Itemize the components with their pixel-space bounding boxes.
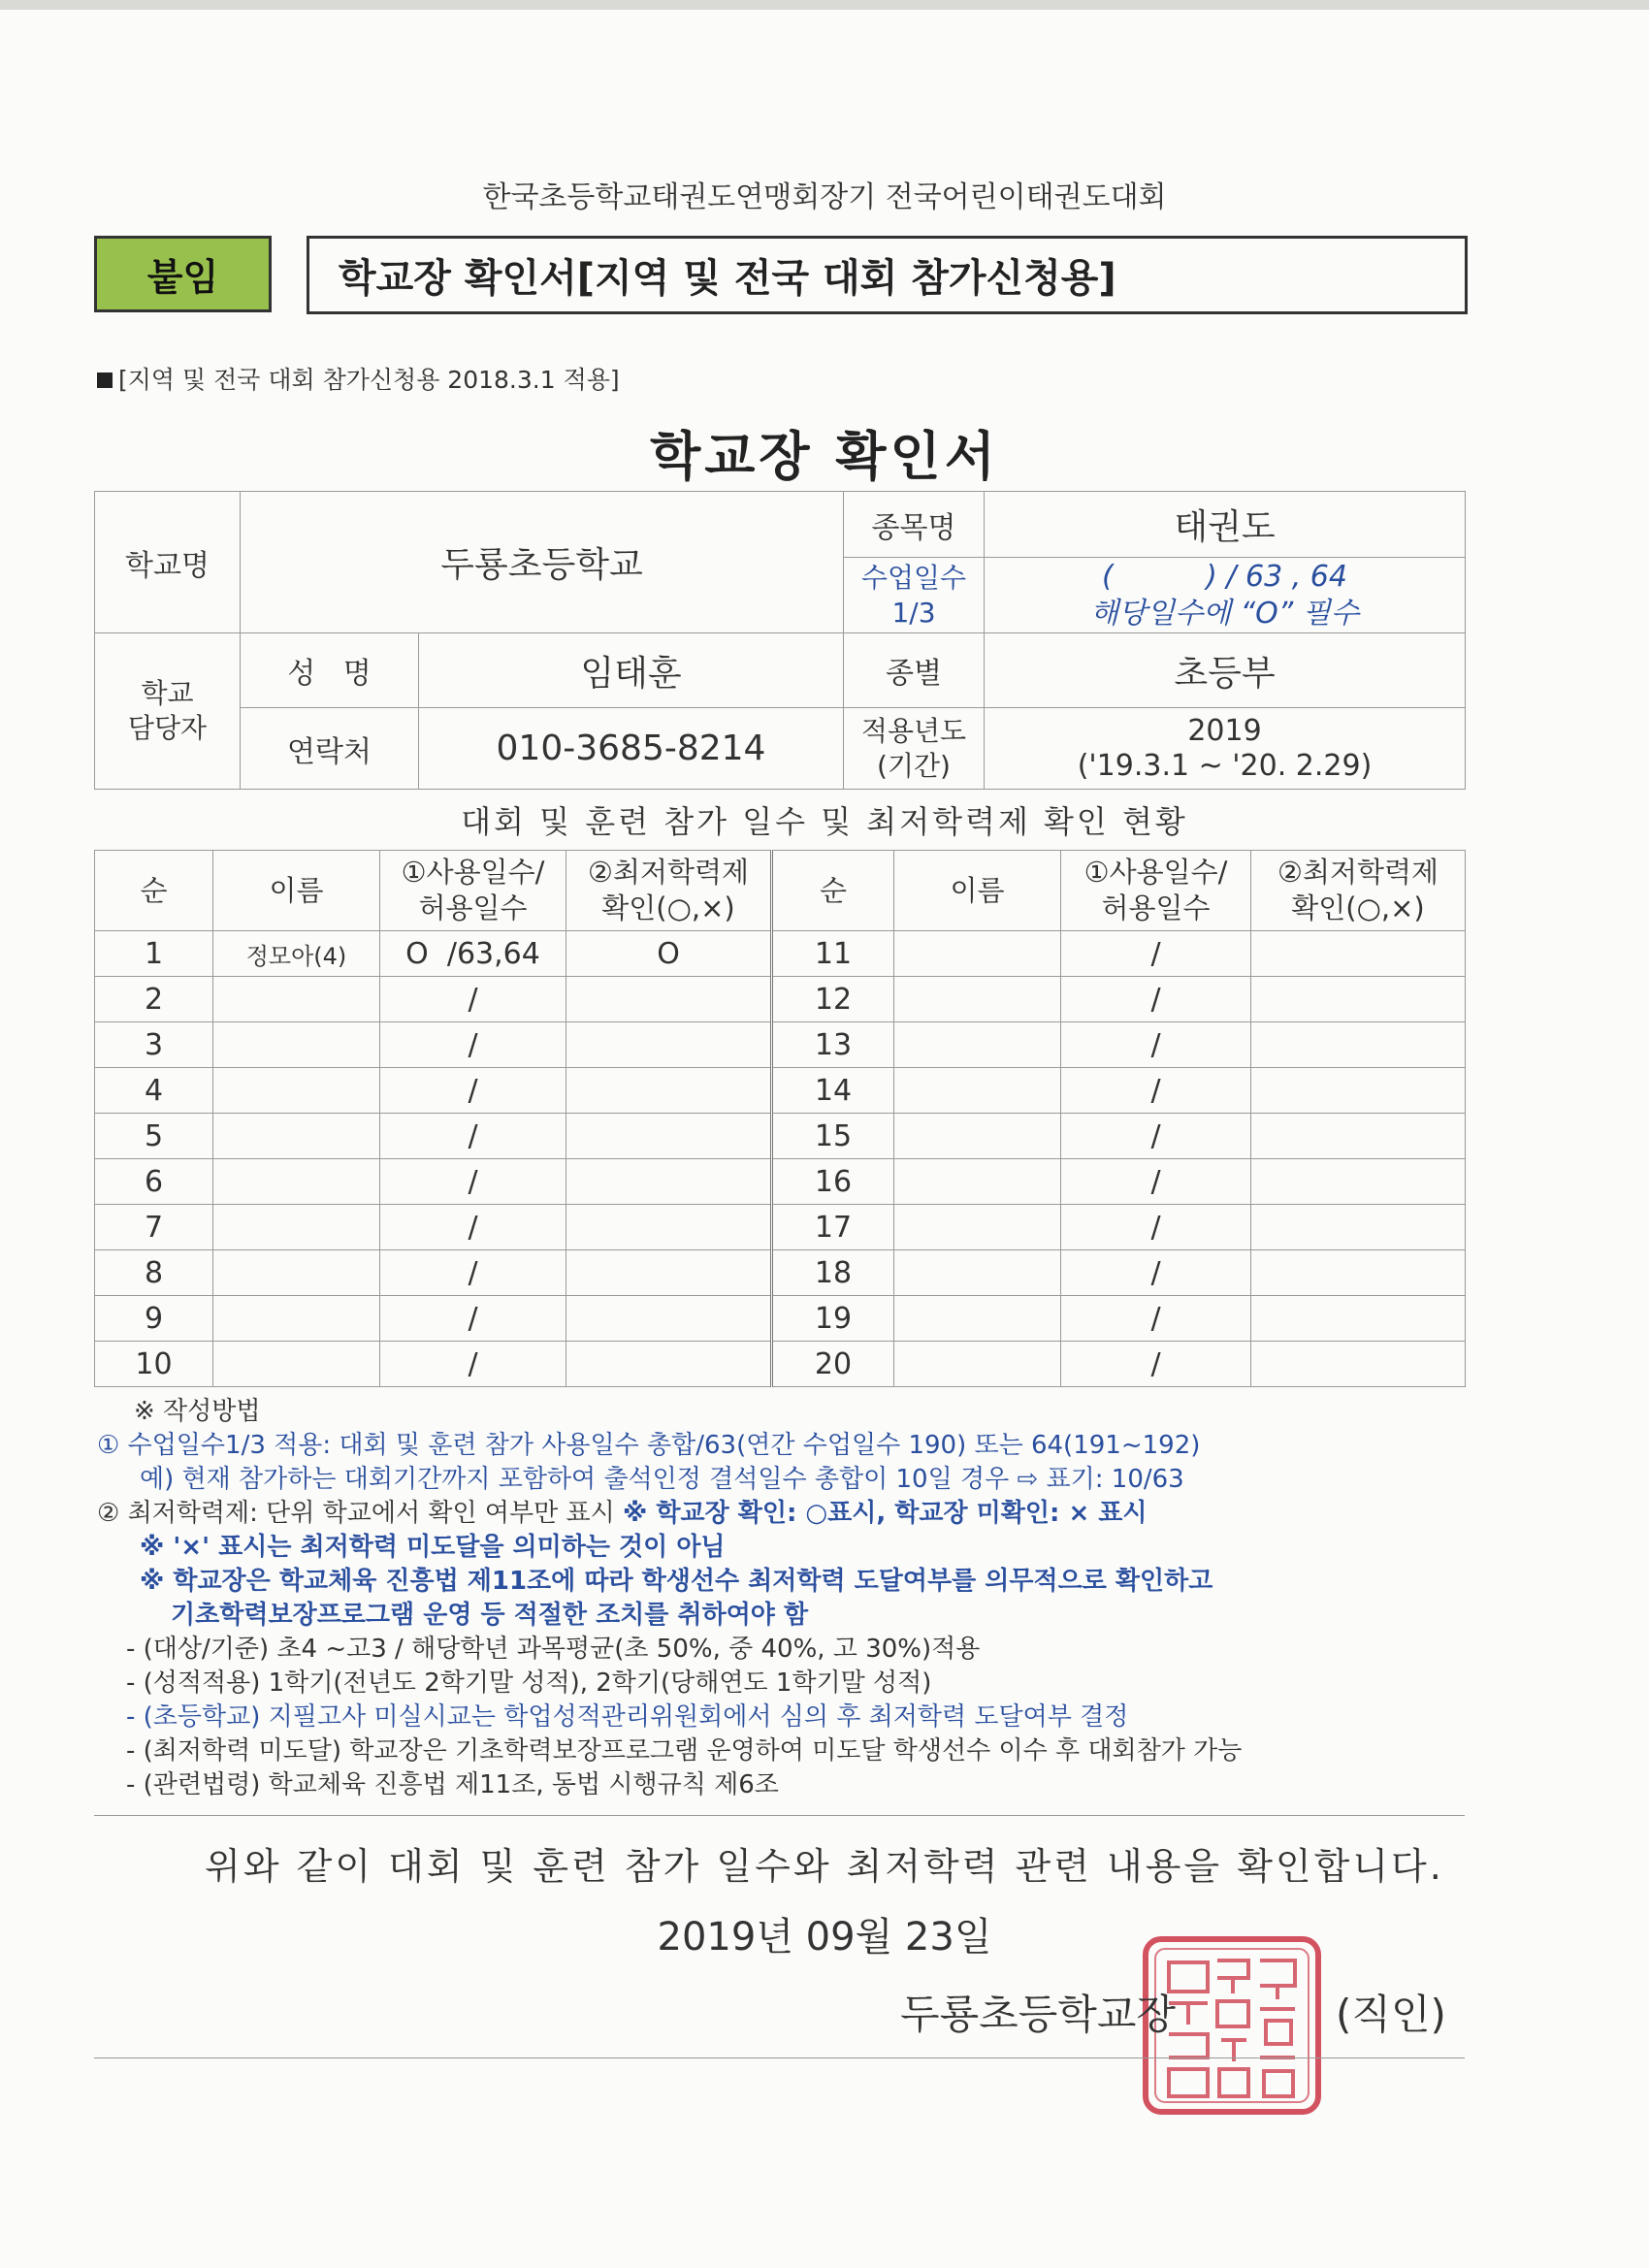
table-row [95,1068,1466,1114]
year-value-1: 2019 [1187,713,1262,748]
cell-days: / [380,1342,566,1387]
cell-days: / [380,1296,566,1342]
cell-check [566,1159,772,1205]
col-check-right-2: 확인(○,×) [1291,891,1425,924]
writing-method [97,1395,1474,1802]
cell-name-right [894,1342,1061,1387]
method-line-3 [97,1497,1474,1531]
cell-no-right: 14 [772,1068,894,1114]
issue-date: 2019년 09월 23일 [657,1915,992,1960]
method-line-9: - (초등학교) 지필고사 미실시교는 학업성적관리위원회에서 심의 후 최저학력 도달여부 결정 [126,1702,1129,1732]
method-heading: ※ 작성방법 [134,1397,261,1426]
cell-name-right [894,1114,1061,1159]
cell-check-right [1251,931,1466,977]
sport-value: 태권도 [985,492,1466,558]
status-title: 대회 및 훈련 참가 일수 및 최저학력제 확인 현황 [461,803,1188,840]
cell-no-right: 12 [772,977,894,1022]
table-row [95,1250,1466,1296]
table-row [95,1296,1466,1342]
cell-check-right [1251,1022,1466,1068]
cell-name [213,1342,380,1387]
seal-note: (직인) [1336,1991,1446,2038]
col-name-right: 이름 [894,851,1061,931]
col-check-1: ②최저학력제 [587,856,750,889]
method-line-11: - (관련법령) 학교체육 진흥법 제11조, 동법 시행규칙 제6조 [126,1770,779,1799]
confirm-statement: 위와 같이 대회 및 훈련 참가 일수와 최저학력 관련 내용을 확인합니다. [205,1845,1444,1888]
col-no: 순 [95,851,213,931]
cell-check [566,1250,772,1296]
contact-label-2: 담당자 [127,712,208,744]
cell-name: 정모아(4) [213,931,380,977]
col-no-right: 순 [772,851,894,931]
apply-note-text: [지역 및 전국 대회 참가신청용 2018.3.1 적용] [118,366,620,394]
scan-edge [0,0,1649,10]
cell-name-right [894,977,1061,1022]
cell-name [213,1114,380,1159]
main-title: 학교장 확인서 [650,426,999,487]
cell-days: / [380,1114,566,1159]
participation-table [94,850,1466,1387]
table-row [95,931,1466,977]
col-check-2: 확인(○,×) [601,891,735,924]
square-bullet-icon [97,373,113,388]
days-label-2: 1/3 [891,596,936,629]
method-line-3a: ② 최저학력제: 단위 학교에서 확인 여부만 표시 [97,1499,624,1528]
cell-no-right: 20 [772,1342,894,1387]
col-check-right-1: ②최저학력제 [1277,856,1439,889]
cell-name-right [894,1022,1061,1068]
cell-check-right [1251,1114,1466,1159]
cell-no-right: 19 [772,1296,894,1342]
cell-name-right [894,1250,1061,1296]
cell-no-right: 17 [772,1205,894,1250]
cell-days: O /63,64 [380,931,566,977]
info-table [94,491,1466,790]
days-value-1: ( ) / 63 , 64 [1102,559,1347,594]
principal-name: 두룡초등학교장 [900,1991,1177,2038]
year-value-2: ('19.3.1 ~ '20. 2.29) [1077,748,1373,783]
cell-days-right: / [1061,1296,1251,1342]
cell-days: / [380,1022,566,1068]
cell-check [566,977,772,1022]
cell-name [213,1250,380,1296]
cell-days: / [380,1205,566,1250]
attach-label: 붙임 [94,236,272,312]
cell-days-right: / [1061,977,1251,1022]
cell-days-right: / [1061,1159,1251,1205]
cell-check-right [1251,977,1466,1022]
cell-no-right: 18 [772,1250,894,1296]
category-label: 종별 [844,633,985,708]
divider-bottom [94,2057,1465,2058]
cell-no-right: 11 [772,931,894,977]
col-days-right [1061,851,1251,931]
cell-check-right [1251,1068,1466,1114]
contact-label-1: 학교 [141,677,194,709]
name-label: 성 명 [241,633,419,708]
cell-check-right [1251,1342,1466,1387]
cell-check [566,1022,772,1068]
table-row [95,1342,1466,1387]
table-row [95,977,1466,1022]
cell-check: O [566,931,772,977]
phone-label: 연락처 [241,708,419,790]
cell-no: 6 [95,1159,213,1205]
days-label [844,558,985,633]
event-title: 한국초등학교태권도연맹회장기 전국어린이태권도대회 [482,180,1167,214]
cell-name-right [894,931,1061,977]
cell-check [566,1205,772,1250]
cell-name [213,1205,380,1250]
cell-name [213,1068,380,1114]
method-line-3b: ※ 학교장 확인: ○표시, 학교장 미확인: × 표시 [623,1499,1148,1528]
name-value: 임태훈 [419,633,844,708]
cell-days: / [380,1250,566,1296]
school-label: 학교명 [95,492,241,633]
method-line-7: - (대상/기준) 초4 ~고3 / 해당학년 과목평균(초 50%, 중 40%, 고 30%)적용 [126,1635,981,1664]
col-days-1: ①사용일수/ [401,856,545,889]
cell-name-right [894,1205,1061,1250]
method-line-8: - (성적적용) 1학기(전년도 2학기말 성적), 2학기(당해연도 1학기말 성적) [126,1669,932,1698]
cell-check-right [1251,1296,1466,1342]
method-line-1: ① 수업일수1/3 적용: 대회 및 훈련 참가 사용일수 총합/63(연간 수업일수 190) 또는 64(191~192) [97,1431,1201,1460]
cell-check [566,1114,772,1159]
cell-no: 9 [95,1296,213,1342]
col-days-2: 허용일수 [418,891,528,924]
year-label [844,708,985,790]
col-check [566,851,772,931]
cell-no: 2 [95,977,213,1022]
apply-note [97,361,620,396]
contact-label [95,633,241,790]
col-check-right [1251,851,1466,931]
sport-label: 종목명 [844,492,985,558]
days-value-2: 해당일수에 “O” 필수 [1090,596,1359,631]
cell-name [213,1296,380,1342]
year-label-2: (기간) [877,749,951,782]
document-title: 학교장 확인서[지역 및 전국 대회 참가신청용] [307,236,1468,314]
category-value: 초등부 [985,633,1466,708]
cell-days-right: / [1061,1114,1251,1159]
cell-no: 5 [95,1114,213,1159]
cell-no: 3 [95,1022,213,1068]
table-row [95,1159,1466,1205]
cell-name-right [894,1296,1061,1342]
cell-check [566,1296,772,1342]
days-label-1: 수업일수 [860,561,967,594]
cell-check [566,1068,772,1114]
cell-no: 4 [95,1068,213,1114]
cell-no: 8 [95,1250,213,1296]
cell-days-right: / [1061,1250,1251,1296]
cell-no: 10 [95,1342,213,1387]
table-row [95,1114,1466,1159]
cell-name-right [894,1068,1061,1114]
phone-value: 010-3685-8214 [419,708,844,790]
cell-check-right [1251,1205,1466,1250]
cell-days-right: / [1061,1022,1251,1068]
school-value: 두룡초등학교 [241,492,844,633]
table-row [95,1022,1466,1068]
method-line-5: ※ 학교장은 학교체육 진흥법 제11조에 따라 학생선수 최저학력 도달여부를 의무적으로 확인하고 [140,1567,1213,1596]
cell-days: / [380,1159,566,1205]
col-days [380,851,566,931]
cell-no-right: 15 [772,1114,894,1159]
table-row [95,1205,1466,1250]
method-line-2: 예) 현재 참가하는 대회기간까지 포함하여 출석인정 결석일수 총합이 10일 경우 ⇨ 표기: 10/63 [140,1465,1184,1494]
col-days-right-1: ①사용일수/ [1083,856,1228,889]
cell-name [213,1159,380,1205]
method-line-10: - (최저학력 미도달) 학교장은 기초학력보장프로그램 운영하여 미도달 학생선수 이수 후 대회참가 가능 [126,1736,1243,1766]
cell-no: 1 [95,931,213,977]
col-days-right-2: 허용일수 [1101,891,1211,924]
cell-check [566,1342,772,1387]
divider-top [94,1815,1465,1816]
cell-days-right: / [1061,1068,1251,1114]
method-line-6: 기초학력보장프로그램 운영 등 적절한 조치를 취하여야 함 [171,1601,809,1630]
cell-name [213,1022,380,1068]
col-name: 이름 [213,851,380,931]
cell-days-right: / [1061,1342,1251,1387]
cell-name [213,977,380,1022]
cell-no: 7 [95,1205,213,1250]
table-header-row [95,851,1466,931]
cell-days: / [380,1068,566,1114]
method-line-4: ※ '×' 표시는 최저학력 미도달을 의미하는 것이 아님 [140,1533,726,1562]
cell-check-right [1251,1159,1466,1205]
cell-days-right: / [1061,1205,1251,1250]
cell-days-right: / [1061,931,1251,977]
cell-no-right: 13 [772,1022,894,1068]
cell-no-right: 16 [772,1159,894,1205]
year-value [985,708,1466,790]
cell-days: / [380,977,566,1022]
year-label-1: 적용년도 [860,714,967,747]
cell-check-right [1251,1250,1466,1296]
days-value [985,558,1466,633]
cell-name-right [894,1159,1061,1205]
